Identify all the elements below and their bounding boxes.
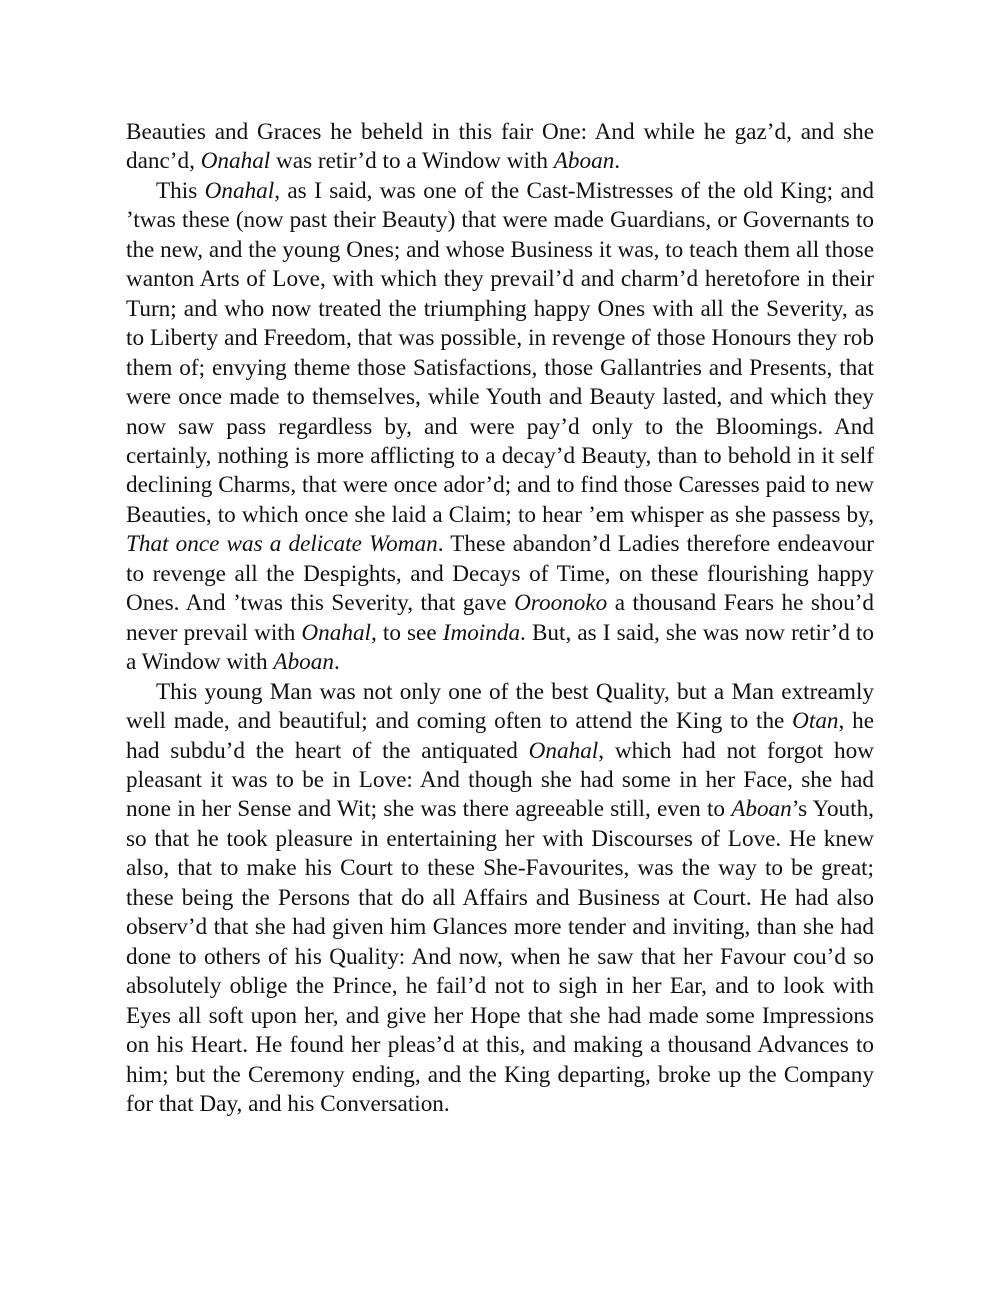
text-run: This young Man was not only one of the best Quality, but a Man extreamly well made, and beautiful; and coming often to attend the King to the xyxy=(126,678,874,735)
paragraph xyxy=(126,118,874,177)
text-run: a thousand Fears he shou’d never prevail with xyxy=(126,590,875,646)
italic-text: Onahal xyxy=(204,177,275,204)
text-run: . These abandon’d Ladies therefore endeavour to revenge all the Despights, and Decays of Time, on these flourishing happy Ones. And ’twas this Severity, that gave xyxy=(126,531,875,617)
text-run: . xyxy=(333,649,340,676)
text-run: ’s Youth, so that he took pleasure in entertaining her with Discourses of Love. He knew also, that to make his Court to these She-Favourites, was the way to be great; these being the Persons that do all Affairs and Business at Court. He had also observ’d that she had given him Glances more tender and inviting, than she had done to others of his Quality: And now, when he saw that her Favour cou’d so absolutely oblige the Prince, he fail’d not to sigh in her Ear, and to look with Eyes all soft upon her, and give her Hope that she had made some Impressions on his Heart. He found her pleas’d at this, and making a thousand Advances to him; but the Ceremony ending, and the King departing, broke up the Company for that Day, and his Conversation. xyxy=(126,796,874,1117)
page-body xyxy=(126,118,874,1119)
italic-text: Otan xyxy=(792,708,839,735)
text-run: . xyxy=(614,148,621,175)
italic-text: Imoinda xyxy=(442,619,521,646)
text-run: , which had not forgot how pleasant it was to be in Love: And though she had some in her Face, she had none in her Sense and Wit; she was there agreeable still, even to xyxy=(126,737,874,823)
italic-text: Aboan xyxy=(553,148,615,175)
italic-text: Onahal xyxy=(200,148,271,175)
text-run: This xyxy=(156,177,205,204)
italic-text: Aboan xyxy=(273,649,334,676)
text-run: , to see xyxy=(370,619,443,646)
text-run: Beauties and Graces he beheld in this fair One: And while he gaz’d, and she danc’d, xyxy=(126,119,874,175)
paragraph xyxy=(126,177,874,678)
italic-text: Onahal xyxy=(301,619,371,646)
text-run: was retir’d to a Window with xyxy=(270,148,554,175)
italic-text: Oroonoko xyxy=(514,590,608,617)
text-run: , he had subdu’d the heart of the antiquated xyxy=(126,708,875,764)
italic-text: Aboan xyxy=(731,796,792,823)
text-run: . But, as I said, she was now retir’d to a Window with xyxy=(126,619,875,676)
paragraph xyxy=(126,678,874,1120)
italic-text: That once was a delicate Woman xyxy=(126,531,438,558)
italic-text: Onahal xyxy=(528,737,599,764)
text-run: , as I said, was one of the Cast-Mistresses of the old King; and ’twas these (now past their Beauty) that were made Guardians, or Governants to the new, and the young Ones; and whose Business it was, to teach them all those wanton Arts of Love, with which they prevail’d and charm’d heretofore in their Turn; and who now treated the triumphing happy Ones with all the Severity, as to Liberty and Freedom, that was possible, in revenge of those Honours they rob them of; envying theme those Satisfactions, those Gallantries and Presents, that were once made to themselves, while Youth and Beauty lasted, and which they now saw pass regardless by, and were pay’d only to the Bloomings. And certainly, nothing is more afflicting to a decay’d Beauty, than to behold in it self declining Charms, that were once ador’d; and to find those Caresses paid to new Beauties, to which once she laid a Claim; to hear ’em whisper as she passess by, xyxy=(126,177,874,528)
